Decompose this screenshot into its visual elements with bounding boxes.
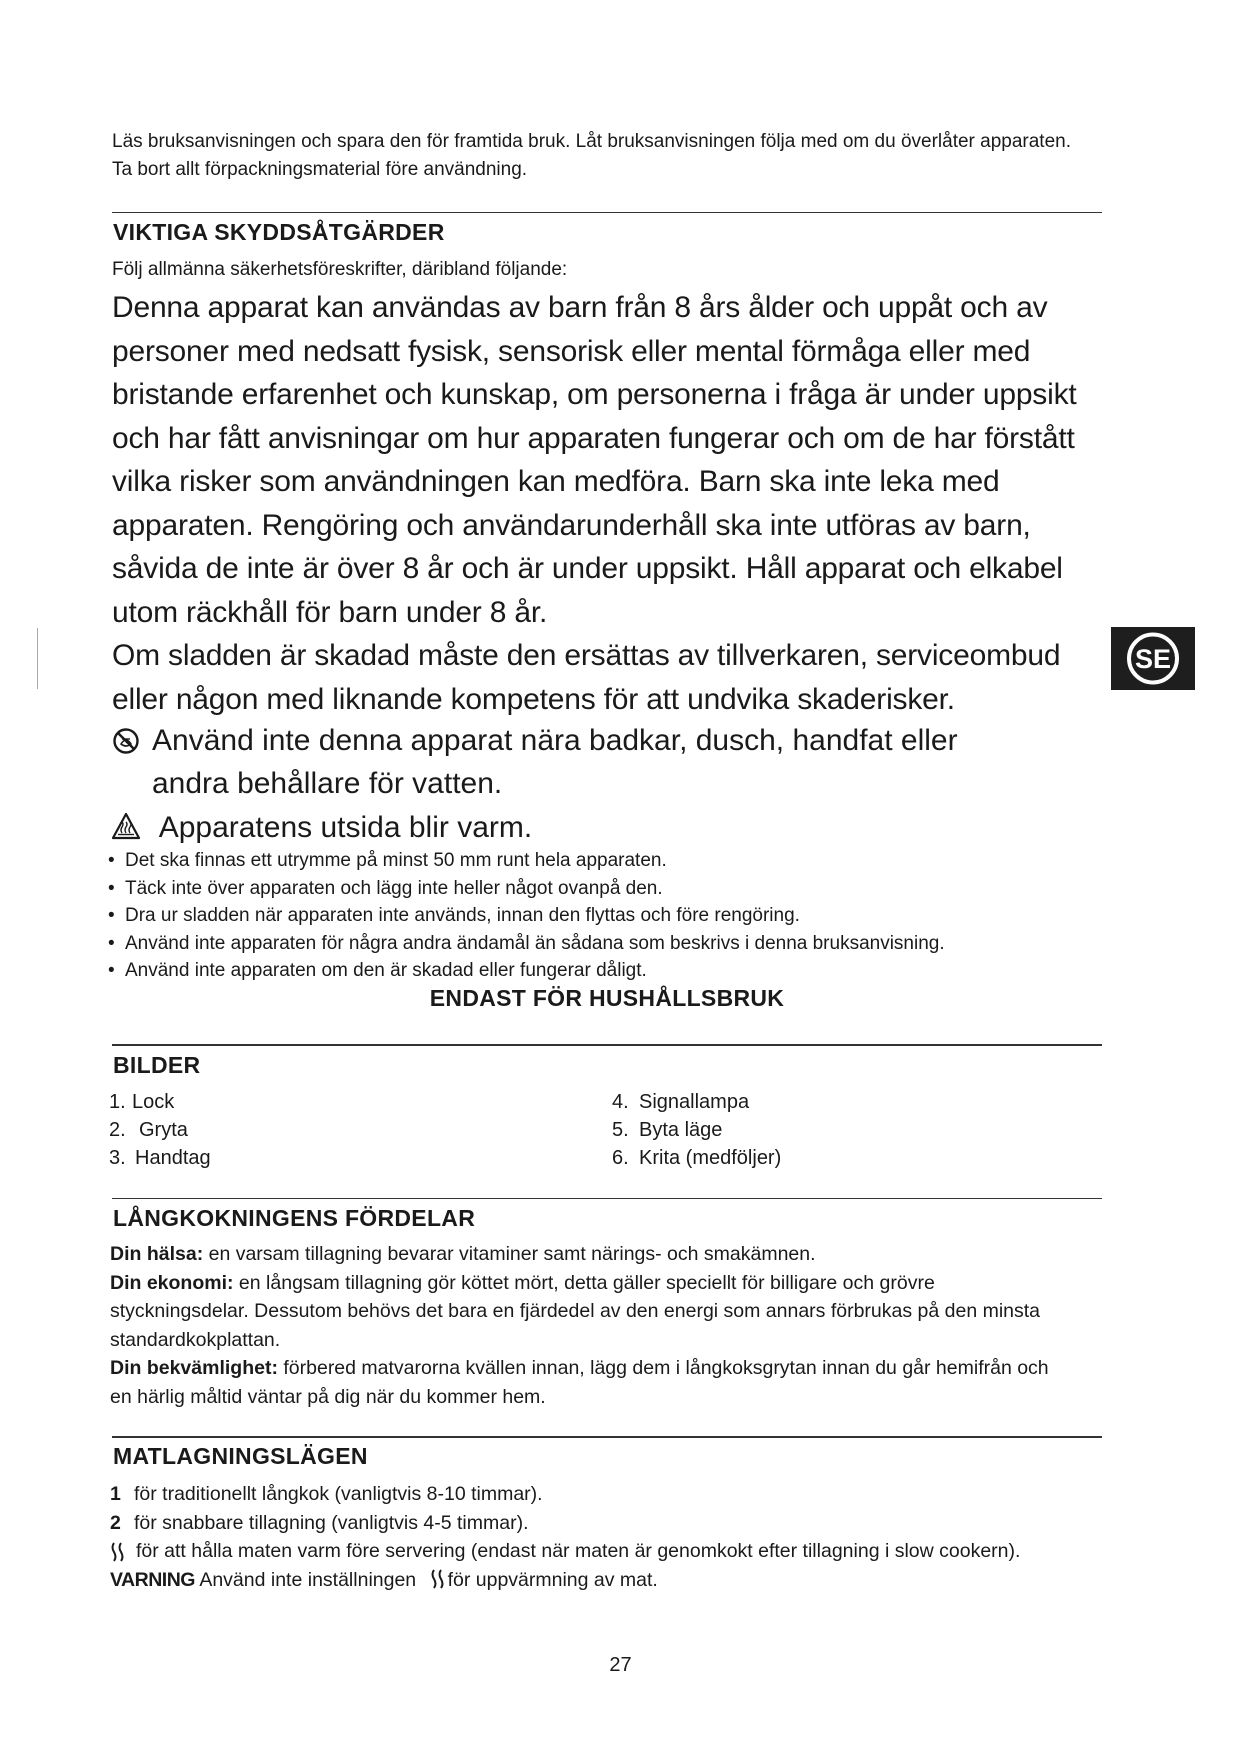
images-heading: BILDER xyxy=(113,1052,201,1078)
bullet-item: • Använd inte apparaten om den är skadad eller fungerar dåligt. xyxy=(108,957,945,985)
water-warning-row xyxy=(112,719,1062,805)
divider-benefits xyxy=(112,1198,1102,1199)
language-badge xyxy=(1111,627,1195,690)
parts-list-left xyxy=(109,1088,211,1172)
bullet-item: • Använd inte apparaten för några andra ändamål än sådana som beskrivs i denna bruksanvisning. xyxy=(108,930,945,958)
benefits-text xyxy=(110,1240,1070,1411)
list-item: 2. Gryta xyxy=(109,1119,188,1141)
keep-warm-warning: VARNING Använd inte inställningen för uppvärmning av mat. xyxy=(110,1568,658,1591)
mode-1: 1 för traditionellt långkok (vanligtvis 8-10 timmar). xyxy=(110,1483,543,1505)
intro-text: Läs bruksanvisningen och spara den för framtida bruk. Låt bruksanvisningen följa med om du överlåter apparaten. Ta bort allt förpackningsmaterial före användning. xyxy=(112,131,1071,180)
hot-warning-row xyxy=(112,806,532,849)
safety-main-text xyxy=(112,286,1112,721)
mode-2: 2 för snabbare tillagning (vanligtvis 4-5 timmar). xyxy=(110,1511,529,1534)
economy-benefit: Din ekonomi: en långsam tillagning gör köttet mört, detta gäller speciellt för billigare och grövre styckningsdelar. Dessutom behövs det bara en fjärdedel av den energi som annars förbrukas på den minsta standardkokplattan. xyxy=(110,1271,1041,1351)
safety-subheading: Följ allmänna säkerhetsföreskrifter, däribland följande: xyxy=(112,259,568,280)
water-warning-block xyxy=(112,719,1062,805)
list-item: 1. Lock xyxy=(109,1091,175,1113)
bullet-item: • Täck inte över apparaten och lägg inte heller något ovanpå den. xyxy=(108,875,945,903)
comfort-benefit: Din bekvämlighet: förbered matvarorna kvällen innan, lägg dem i långkoksgrytan innan du går hemifrån och en härlig måltid väntar på dig när du kommer hem. xyxy=(110,1357,1049,1408)
list-item: 6. Krita (medföljer) xyxy=(612,1147,782,1169)
modes-text xyxy=(110,1480,1070,1594)
list-item: 3. Handtag xyxy=(109,1147,211,1169)
keep-warm-icon xyxy=(430,1568,446,1590)
mode-keep-warm: för att hålla maten varm före servering (endast när maten är genomkokt efter tillagning i slow cookern). xyxy=(110,1537,1070,1566)
safety-bullets xyxy=(108,847,945,985)
divider-modes xyxy=(112,1436,1102,1438)
divider-safety xyxy=(112,212,1102,213)
badge-label: SE xyxy=(1134,644,1172,674)
list-item: 5. Byta läge xyxy=(612,1119,723,1141)
water-warning-text: Använd inte denna apparat nära badkar, dusch, handfat eller andra behållare för vatten. xyxy=(152,724,958,800)
bullet-item: • Det ska finnas ett utrymme på minst 50 mm runt hela apparaten. xyxy=(108,847,945,875)
household-only: ENDAST FÖR HUSHÅLLSBRUK xyxy=(429,985,785,1011)
health-benefit: Din hälsa: en varsam tillagning bevarar vitaminer samt närings- och smakämnen. xyxy=(110,1243,816,1265)
parts-list-right xyxy=(612,1088,781,1172)
page-number: 27 xyxy=(609,1654,632,1676)
cord-warning: Om sladden är skadad måste den ersättas av tillverkaren, serviceombud eller någon med liknande kompetens för att undvika skaderisker. xyxy=(112,639,1061,716)
hot-warning-text: Apparatens utsida blir varm. xyxy=(158,811,533,844)
list-item: 4. Signallampa xyxy=(612,1091,750,1113)
hot-surface-icon xyxy=(112,812,140,840)
edge-mark xyxy=(37,628,38,689)
benefits-heading: LÅNGKOKNINGENS FÖRDELAR xyxy=(113,1205,476,1231)
bullet-item: • Dra ur sladden när apparaten inte används, innan den flyttas och före rengöring. xyxy=(108,902,945,930)
divider-images xyxy=(112,1044,1102,1046)
se-badge-icon xyxy=(1111,627,1195,690)
children-warning: Denna apparat kan användas av barn från 8 års ålder och uppåt och av personer med nedsatt fysisk, sensorisk eller mental förmåga eller med bristande erfarenhet och kunskap, om personerna i fråga är under uppsikt och har fått anvisningar om hur apparaten fungerar och om de har förstått vilka risker som användningen kan medföra. Barn ska inte leka med apparaten. Rengöring och användarunderhåll ska inte utföras av barn, såvida de inte är över 8 år och är under uppsikt. Håll apparat och elkabel utom räckhåll för barn under 8 år. xyxy=(112,291,1077,629)
no-water-icon xyxy=(112,727,140,755)
safety-heading: VIKTIGA SKYDDSÅTGÄRDER xyxy=(113,219,445,245)
modes-heading: MATLAGNINGSLÄGEN xyxy=(113,1443,368,1469)
keep-warm-icon xyxy=(110,1541,126,1563)
